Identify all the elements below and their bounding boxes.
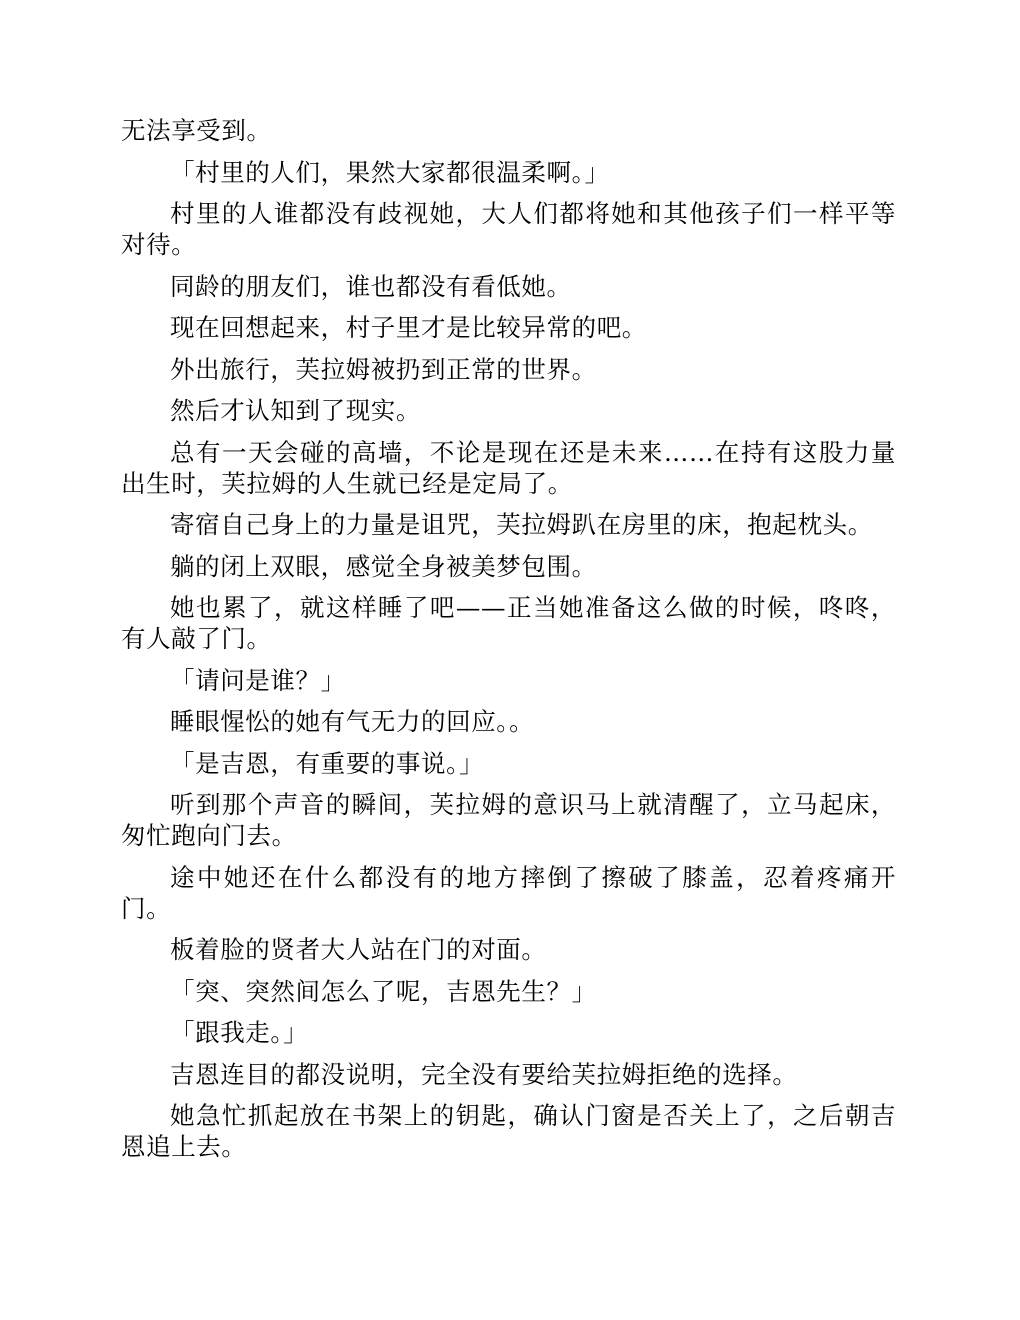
paragraph: 寄宿自己身上的力量是诅咒，芙拉姆趴在房里的床，抱起枕头。 [170, 510, 873, 539]
paragraph: 她也累了，就这样睡了吧——正当她准备这么做的时候，咚咚，有人敲了门。 [121, 593, 896, 653]
paragraph: 板着脸的贤者大人站在门的对面。 [170, 935, 547, 964]
body-text [121, 115, 896, 1173]
paragraph: 然后才认知到了现实。 [170, 396, 421, 425]
paragraph: 躺的闭上双眼，感觉全身被美梦包围。 [170, 551, 597, 581]
paragraph: 现在回想起来，村子里才是比较异常的吧。 [170, 313, 647, 342]
paragraph: 「跟我走。」 [170, 1018, 309, 1047]
paragraph: 「村里的人们，果然大家都很温柔啊。」 [170, 157, 610, 187]
paragraph: 村里的人谁都没有歧视她，大人们都将她和其他孩子们一样平等对待。 [121, 199, 896, 259]
paragraph: 总有一天会碰的高墙，不论是现在还是未来……在持有这股力量出生时，芙拉姆的人生就已经是定局了。 [121, 437, 896, 498]
paragraph: 她急忙抓起放在书架上的钥匙，确认门窗是否关上了，之后朝吉恩追上去。 [121, 1101, 896, 1161]
paragraph: 同龄的朋友们，谁也都没有看低她。 [170, 271, 572, 301]
paragraph: 「突、突然间怎么了呢，吉恩先生？」 [170, 976, 597, 1006]
paragraph: 途中她还在什么都没有的地方摔倒了擦破了膝盖，忍着疼痛开门。 [121, 862, 896, 923]
paragraph: 「是吉恩，有重要的事说。」 [170, 748, 485, 778]
paragraph: 吉恩连目的都没说明，完全没有要给芙拉姆拒绝的选择。 [170, 1059, 798, 1089]
paragraph: 无法享受到。 [121, 116, 272, 145]
paragraph: 听到那个声音的瞬间，芙拉姆的意识马上就清醒了，立马起床，匆忙跑向门去。 [121, 790, 896, 850]
paragraph: 外出旅行，芙拉姆被扔到正常的世界。 [170, 354, 597, 384]
paragraph: 「请问是谁？」 [170, 665, 346, 695]
paragraph: 睡眼惺忪的她有气无力的回应。。 [170, 707, 535, 736]
